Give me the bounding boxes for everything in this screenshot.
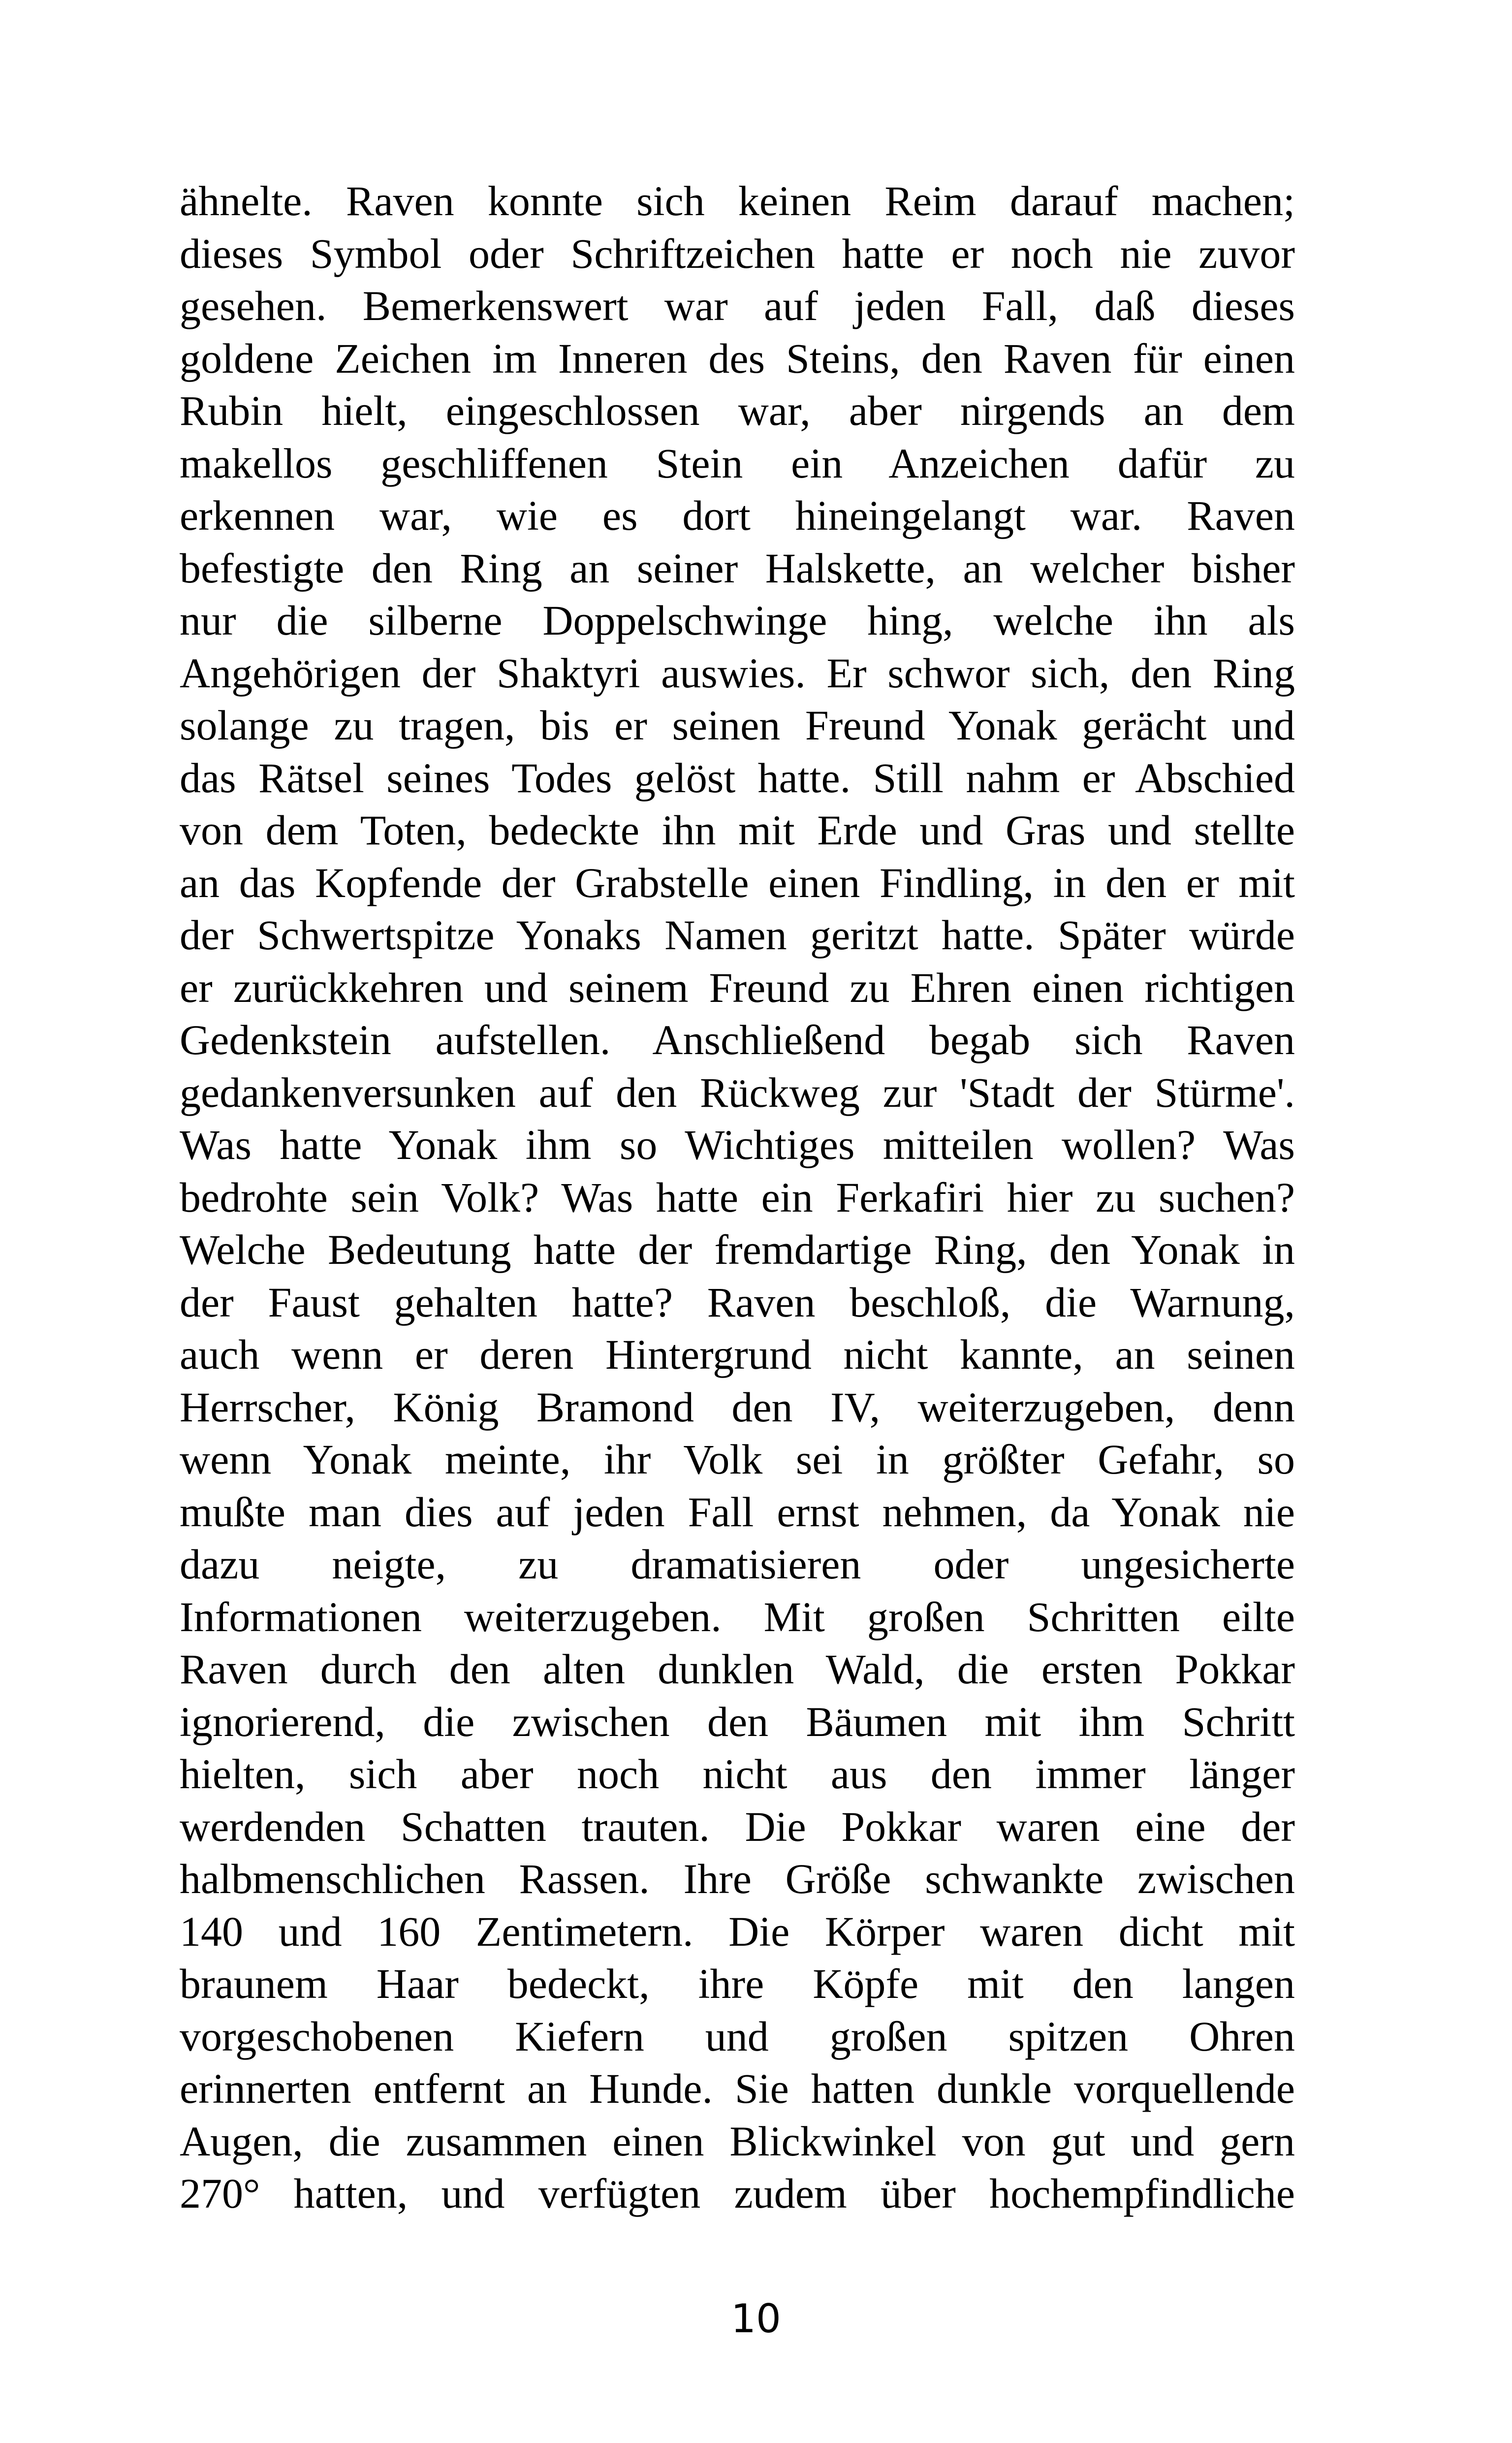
text-line: werdenden Schatten trauten. Die Pokkar waren eine der	[180, 1802, 1295, 1850]
text-line: bedrohte sein Volk? Was hatte ein Ferkafiri hier zu suchen?	[180, 1173, 1295, 1221]
text-line: solange zu tragen, bis er seinen Freund Yonak gerächt und	[180, 702, 1295, 749]
text-line: auch wenn er deren Hintergrund nicht kannte, an seinen	[180, 1331, 1295, 1378]
text-line: Informationen weiterzugeben. Mit großen Schritten eilte	[180, 1593, 1295, 1640]
text-line: gedankenversunken auf den Rückweg zur 'Stadt der Stürme'.	[180, 1068, 1295, 1116]
text-line: braunem Haar bedeckt, ihre Köpfe mit den langen	[180, 1960, 1295, 2007]
text-line: ähnelte. Raven konnte sich keinen Reim darauf machen;	[180, 177, 1295, 225]
text-line: das Rätsel seines Todes gelöst hatte. Still nahm er Abschied	[180, 754, 1295, 802]
text-line: makellos geschliffenen Stein ein Anzeichen dafür zu	[180, 439, 1295, 487]
text-line: an das Kopfende der Grabstelle einen Findling, in den er mit	[180, 859, 1295, 906]
text-line: von dem Toten, bedeckte ihn mit Erde und Gras und stellte	[180, 806, 1295, 854]
text-line: Welche Bedeutung hatte der fremdartige Ring, den Yonak in	[180, 1226, 1295, 1273]
text-line: dieses Symbol oder Schriftzeichen hatte er noch nie zuvor	[180, 229, 1295, 277]
text-line: Rubin hielt, eingeschlossen war, aber nirgends an dem	[180, 387, 1295, 434]
page-number: 10	[731, 2296, 781, 2342]
text-line: 140 und 160 Zentimetern. Die Körper waren dicht mit	[180, 1907, 1295, 1955]
text-line: 270° hatten, und verfügten zudem über hochempfindliche	[180, 2170, 1295, 2217]
text-line: Augen, die zusammen einen Blickwinkel von gut und gern	[180, 2117, 1295, 2165]
text-line: Herrscher, König Bramond den IV, weiterzugeben, denn	[180, 1383, 1295, 1431]
text-line: erkennen war, wie es dort hineingelangt war. Raven	[180, 492, 1295, 539]
text-line: Angehörigen der Shaktyri auswies. Er schwor sich, den Ring	[180, 649, 1295, 697]
text-line: dazu neigte, zu dramatisieren oder ungesicherte	[180, 1541, 1295, 1588]
text-line: halbmenschlichen Rassen. Ihre Größe schwankte zwischen	[180, 1855, 1295, 1902]
text-line: der Schwertspitze Yonaks Namen geritzt hatte. Später würde	[180, 911, 1295, 959]
text-line: Gedenkstein aufstellen. Anschließend begab sich Raven	[180, 1016, 1295, 1063]
text-line: Was hatte Yonak ihm so Wichtiges mitteilen wollen? Was	[180, 1121, 1295, 1168]
text-line: gesehen. Bemerkenswert war auf jeden Fall, daß dieses	[180, 282, 1295, 329]
body-text	[180, 175, 1295, 2220]
text-line: der Faust gehalten hatte? Raven beschloß, die Warnung,	[180, 1278, 1295, 1326]
text-line: Raven durch den alten dunklen Wald, die ersten Pokkar	[180, 1645, 1295, 1693]
text-line: nur die silberne Doppelschwinge hing, welche ihn als	[180, 597, 1295, 644]
text-line: hielten, sich aber noch nicht aus den immer länger	[180, 1750, 1295, 1798]
text-line: vorgeschobenen Kiefern und großen spitzen Ohren	[180, 2012, 1295, 2060]
text-line: ignorierend, die zwischen den Bäumen mit ihm Schritt	[180, 1698, 1295, 1745]
text-line: befestigte den Ring an seiner Halskette, an welcher bisher	[180, 544, 1295, 592]
text-line: mußte man dies auf jeden Fall ernst nehmen, da Yonak nie	[180, 1488, 1295, 1536]
text-line: er zurückkehren und seinem Freund zu Ehren einen richtigen	[180, 964, 1295, 1011]
text-line: erinnerten entfernt an Hunde. Sie hatten dunkle vorquellende	[180, 2065, 1295, 2112]
text-line: goldene Zeichen im Inneren des Steins, den Raven für einen	[180, 334, 1295, 382]
text-line: wenn Yonak meinte, ihr Volk sei in größter Gefahr, so	[180, 1436, 1295, 1483]
